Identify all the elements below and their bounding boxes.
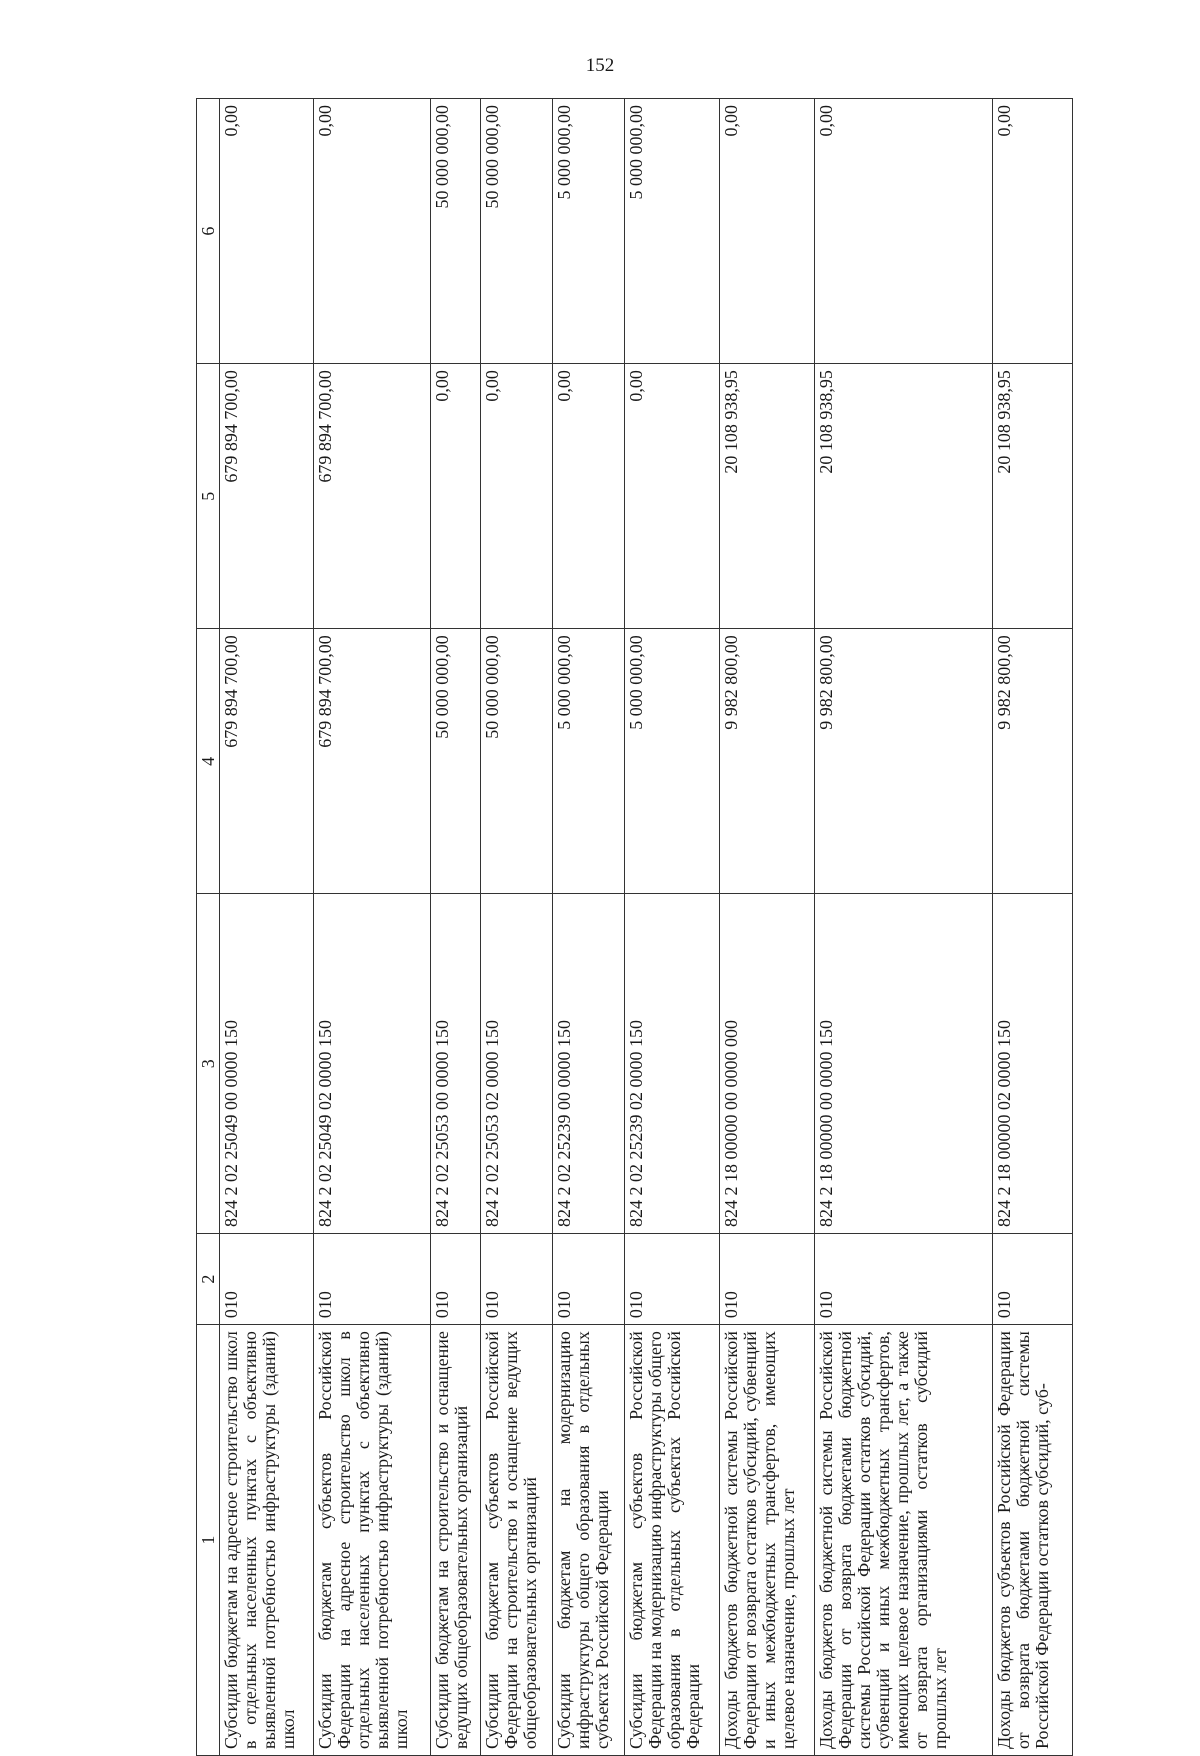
- row-kbk: 824 2 18 00000 02 0000 150: [993, 894, 1073, 1234]
- row-kbk: 824 2 02 25239 02 0000 150: [625, 894, 720, 1234]
- row-col5-value: 20 108 938,95: [993, 364, 1073, 629]
- row-col5-value: 679 894 700,00: [314, 364, 431, 629]
- row-kbk: 824 2 18 00000 00 0000 000: [720, 894, 815, 1234]
- row-col6-value: 5 000 000,00: [553, 99, 625, 364]
- row-code: 010: [993, 1234, 1073, 1325]
- row-kbk: 824 2 18 00000 00 0000 150: [815, 894, 993, 1234]
- row-name: Субсидии бюджетам субъектов Российской Федерации на строительство и оснащение ведущих общеобразовательных организаций: [481, 1325, 553, 1756]
- row-code: 010: [481, 1234, 553, 1325]
- table-row: [625, 99, 720, 1756]
- table-row: [481, 99, 553, 1756]
- row-name: Субсидии бюджетам на строительство и оснащение ведущих общеобразовательных организаций: [431, 1325, 481, 1756]
- table-row: [431, 99, 481, 1756]
- row-kbk: 824 2 02 25239 00 0000 150: [553, 894, 625, 1234]
- row-col4-value: 9 982 800,00: [993, 629, 1073, 894]
- table-row: [993, 99, 1073, 1756]
- row-col4-value: 9 982 800,00: [815, 629, 993, 894]
- row-code: 010: [815, 1234, 993, 1325]
- row-col4-value: 679 894 700,00: [314, 629, 431, 894]
- table-row: [553, 99, 625, 1756]
- row-name: Доходы бюджетов субъектов Российской Федерации от возврата бюджетами бюджетной системы Российской Федерации остатков субсидий, суб-: [993, 1325, 1073, 1756]
- row-kbk: 824 2 02 25049 00 0000 150: [220, 894, 314, 1234]
- row-col4-value: 5 000 000,00: [625, 629, 720, 894]
- row-col4-value: 5 000 000,00: [553, 629, 625, 894]
- budget-table: [196, 98, 1073, 1756]
- row-col4-value: 50 000 000,00: [431, 629, 481, 894]
- row-code: 010: [314, 1234, 431, 1325]
- header-col-3: 3: [197, 894, 220, 1234]
- row-col4-value: 9 982 800,00: [720, 629, 815, 894]
- row-name: Субсидии бюджетам субъектов Российской Федерации на адресное строительство школ в отдельных населенных пунктах с объективно выявленной потребностью инфраструктуры (зданий) школ: [314, 1325, 431, 1756]
- header-col-1: 1: [197, 1325, 220, 1756]
- row-col5-value: 679 894 700,00: [220, 364, 314, 629]
- row-col4-value: 50 000 000,00: [481, 629, 553, 894]
- row-code: 010: [720, 1234, 815, 1325]
- row-col6-value: 0,00: [314, 99, 431, 364]
- rotated-table-container: [196, 98, 1052, 1756]
- row-name: Субсидии бюджетам субъектов Российской Федерации на модернизацию инфраструктуры общего образования в отдельных субъектах Российской Федерации: [625, 1325, 720, 1756]
- header-col-6: 6: [197, 99, 220, 364]
- row-col5-value: 0,00: [625, 364, 720, 629]
- row-kbk: 824 2 02 25053 00 0000 150: [431, 894, 481, 1234]
- row-code: 010: [220, 1234, 314, 1325]
- row-name: Субсидии бюджетам на адресное строительство школ в отдельных населенных пунктах с объективно выявленной потребностью инфраструктуры (зданий) школ: [220, 1325, 314, 1756]
- row-name: Доходы бюджетов бюджетной системы Российской Федерации от возврата бюджетами бюджетной системы Российской Федерации остатков субсидий, субвенций и иных межбюджетных трансфертов, имеющих целевое назначение, прошлых лет, а также от возврата организациями остатков субсидий прошлых лет: [815, 1325, 993, 1756]
- row-name: Субсидии бюджетам на модернизацию инфраструктуры общего образования в отдельных субъектах Российской Федерации: [553, 1325, 625, 1756]
- row-col6-value: 50 000 000,00: [481, 99, 553, 364]
- row-col6-value: 5 000 000,00: [625, 99, 720, 364]
- row-col4-value: 679 894 700,00: [220, 629, 314, 894]
- table-row: [815, 99, 993, 1756]
- row-col5-value: 0,00: [481, 364, 553, 629]
- row-kbk: 824 2 02 25049 02 0000 150: [314, 894, 431, 1234]
- header-col-5: 5: [197, 364, 220, 629]
- row-col5-value: 0,00: [553, 364, 625, 629]
- row-code: 010: [625, 1234, 720, 1325]
- row-code: 010: [431, 1234, 481, 1325]
- row-col6-value: 0,00: [993, 99, 1073, 364]
- row-col5-value: 0,00: [431, 364, 481, 629]
- row-col5-value: 20 108 938,95: [815, 364, 993, 629]
- table-row: [314, 99, 431, 1756]
- header-row: [197, 99, 220, 1756]
- row-col5-value: 20 108 938,95: [720, 364, 815, 629]
- row-col6-value: 0,00: [720, 99, 815, 364]
- header-col-2: 2: [197, 1234, 220, 1325]
- row-col6-value: 0,00: [220, 99, 314, 364]
- table-row: [720, 99, 815, 1756]
- page-number: 152: [585, 55, 615, 76]
- table-row: [220, 99, 314, 1756]
- row-code: 010: [553, 1234, 625, 1325]
- row-name: Доходы бюджетов бюджетной системы Российской Федерации от возврата остатков субсидий, субвенций и иных межбюджетных трансфертов, имеющих целевое назначение, прошлых лет: [720, 1325, 815, 1756]
- row-kbk: 824 2 02 25053 02 0000 150: [481, 894, 553, 1234]
- row-col6-value: 50 000 000,00: [431, 99, 481, 364]
- row-col6-value: 0,00: [815, 99, 993, 364]
- header-col-4: 4: [197, 629, 220, 894]
